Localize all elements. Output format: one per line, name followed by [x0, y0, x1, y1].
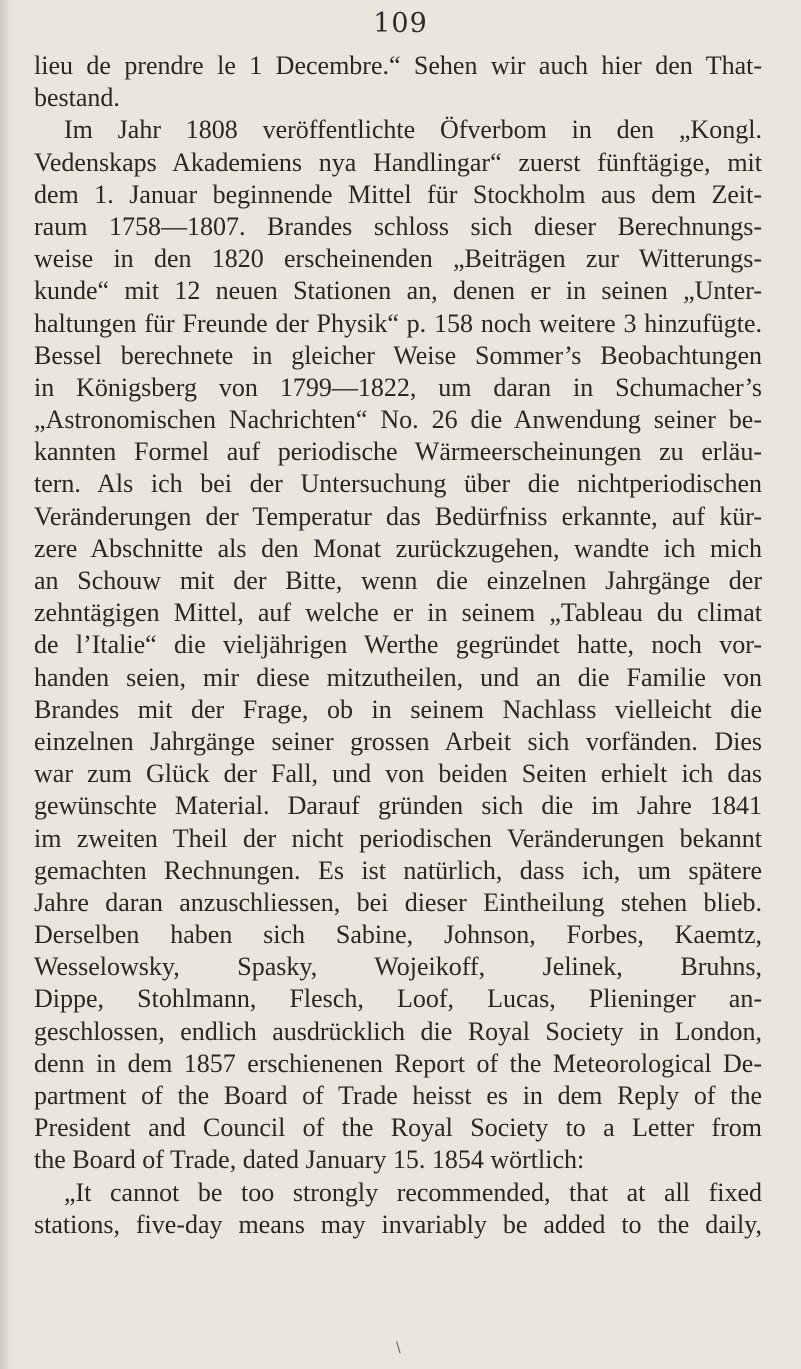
text-line: im zweiten Theil der nicht periodischen Veränderungen bekannt: [34, 823, 762, 853]
text-line: Veränderungen der Temperatur das Bedürfniss erkannte, auf kür-: [34, 501, 762, 531]
text-line: gewünschte Material. Darauf gründen sich die im Jahre 1841: [34, 791, 762, 821]
text-line: handen seien, mir diese mitzutheilen, und an die Familie von: [34, 662, 762, 692]
page-number: 109: [373, 8, 428, 39]
text-line: partment of the Board of Trade heisst es in dem Reply of the: [34, 1081, 762, 1110]
text-line: gemachten Rechnungen. Es ist natürlich, dass ich, um spätere: [34, 855, 762, 885]
text-line: „Astronomischen Nachrichten“ No. 26 die Anwendung seiner be-: [34, 405, 762, 435]
text-line: President and Council of the Royal Society to a Letter from: [34, 1113, 762, 1143]
text-line: Derselben haben sich Sabine, Johnson, Forbes, Kaemtz,: [34, 920, 762, 950]
text-line: Im Jahr 1808 veröffentlichte Öfverbom in den „Kongl.: [64, 115, 762, 145]
text-line: zehntägigen Mittel, auf welche er in seinem „Tableau du climat: [34, 598, 762, 628]
page-edge-shadow: [0, 0, 14, 1369]
text-line: denn in dem 1857 erschienenen Report of the Meteorological De-: [34, 1048, 762, 1078]
text-line: the Board of Trade, dated January 15. 1854 wörtlich:: [34, 1145, 585, 1175]
text-line: kannten Formel auf periodische Wärmeerscheinungen zu erläu-: [34, 437, 762, 467]
text-line: an Schouw mit der Bitte, wenn die einzelnen Jahrgänge der: [34, 566, 762, 595]
text-line: kunde“ mit 12 neuen Stationen an, denen er in seinen „Unter-: [34, 276, 762, 306]
text-line: „It cannot be too strongly recommended, that at all fixed: [64, 1177, 762, 1207]
text-line: Brandes mit der Frage, ob in seinem Nachlass vielleicht die: [34, 694, 762, 724]
text-line: Wesselowsky, Spasky, Wojeikoff, Jelinek, Bruhns,: [34, 952, 762, 982]
text-line: lieu de prendre le 1 Decembre.“ Sehen wir auch hier den That-: [34, 51, 762, 80]
body-text: [34, 50, 762, 1241]
text-line: tern. Als ich bei der Untersuchung über die nichtperiodischen: [34, 469, 762, 499]
stray-mark: \: [396, 1340, 401, 1356]
text-line: dem 1. Januar beginnende Mittel für Stockholm aus dem Zeit-: [34, 179, 762, 209]
text-line: geschlossen, endlich ausdrücklich die Royal Society in London,: [34, 1016, 762, 1046]
text-line: weise in den 1820 erscheinenden „Beiträgen zur Witterungs-: [34, 244, 762, 274]
text-line: zere Abschnitte als den Monat zurückzugehen, wandte ich mich: [34, 533, 762, 563]
text-line: in Königsberg von 1799—1822, um daran in Schumacher’s: [34, 372, 762, 402]
text-line: raum 1758—1807. Brandes schloss sich dieser Berechnungs-: [34, 211, 762, 241]
text-line: war zum Glück der Fall, und von beiden Seiten erhielt ich das: [34, 759, 762, 789]
text-line: de l’Italie“ die vieljährigen Werthe gegründet hatte, noch vor-: [34, 630, 762, 660]
text-line: stations, five-day means may invariably be added to the daily,: [34, 1209, 762, 1239]
text-line: Vedenskaps Akademiens nya Handlingar“ zuerst fünftägige, mit: [34, 147, 762, 177]
text-line: einzelnen Jahrgänge seiner grossen Arbeit sich vorfänden. Dies: [34, 726, 762, 756]
text-line: Dippe, Stohlmann, Flesch, Loof, Lucas, Plieninger an-: [34, 984, 762, 1014]
text-line: Jahre daran anzuschliessen, bei dieser Eintheilung stehen blieb.: [34, 887, 762, 917]
text-line: bestand.: [34, 83, 120, 113]
text-line: Bessel berechnete in gleicher Weise Sommer’s Beobachtungen: [34, 340, 762, 370]
text-line: haltungen für Freunde der Physik“ p. 158 noch weitere 3 hinzufügte.: [34, 308, 762, 338]
